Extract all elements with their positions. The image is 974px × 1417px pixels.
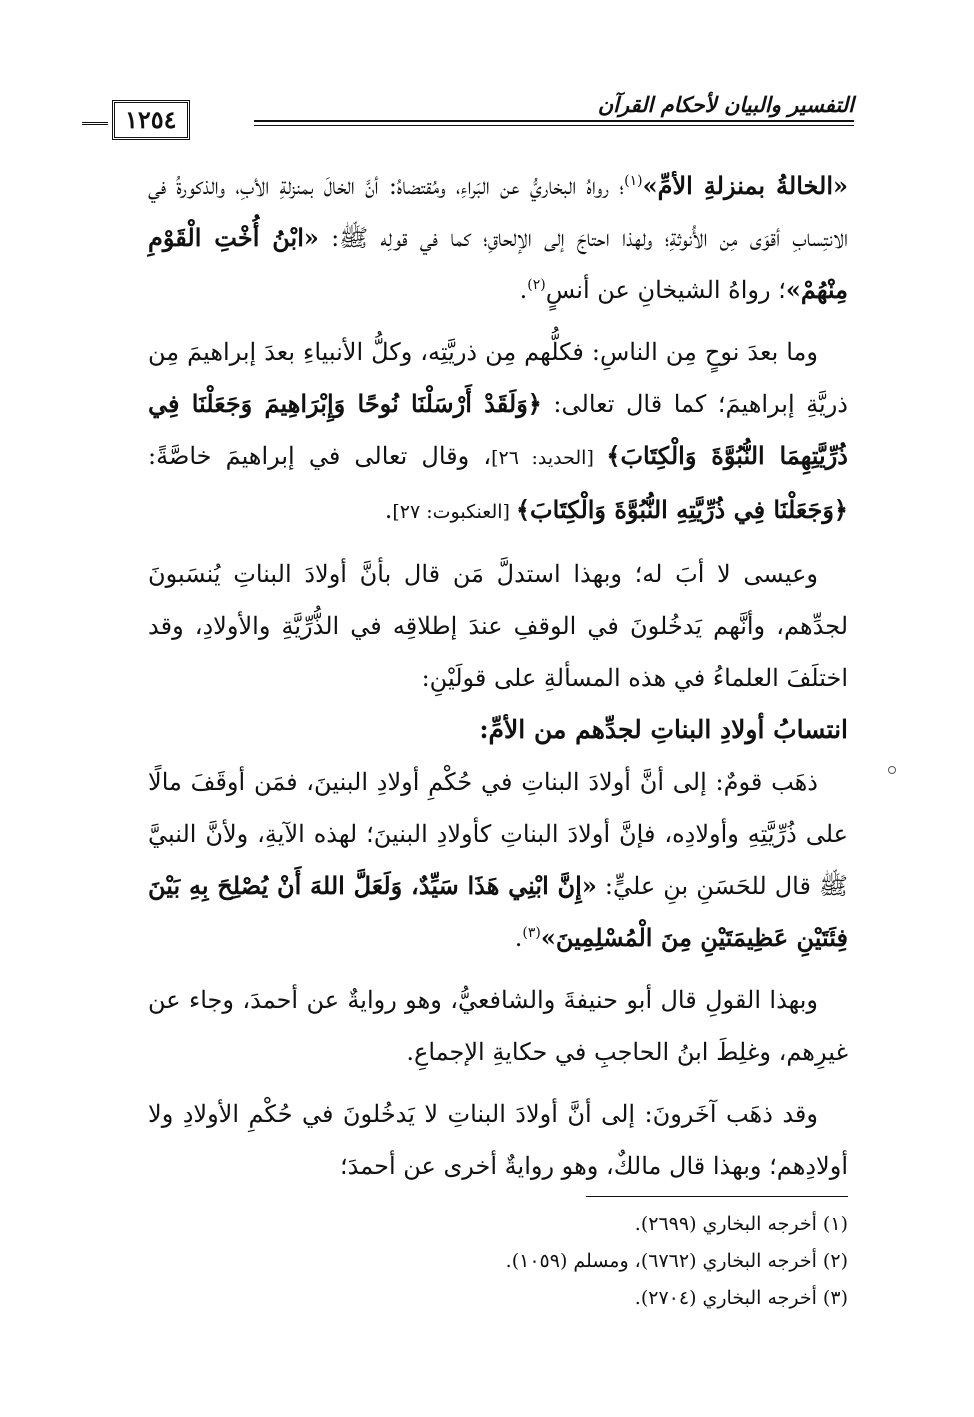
section-title: انتسابُ أولادِ البناتِ لجدِّهم من الأمِّ:: [479, 715, 848, 744]
paragraph-text: .: [519, 276, 528, 304]
header-rule-left: [82, 122, 108, 125]
footnote-ref-2: (٢): [527, 277, 546, 293]
scan-mark: [888, 766, 896, 774]
verse-reference: [العنكبوت: ٢٧]: [392, 501, 516, 523]
running-title: التفسير والبيان لأحكام القرآن: [597, 92, 854, 117]
footnote-ref-1: (١): [624, 173, 643, 189]
paragraph-5: وبهذا القولِ قال أبو حنيفةَ والشافعيُّ، وهو روايةٌ عن أحمدَ، وجاء عن غيرِهم، وغلِطَ ابنُ الحاجبِ في حكايةِ الإجماعِ.: [148, 986, 848, 1066]
paragraph-6: وقد ذهَب آخَرونَ: إلى أنَّ أولادَ البناتِ لا يَدخُلونَ في حُكْمِ الأولادِ ولا أولادِهم؛ وبهذا قال مالكٌ، وهو روايةٌ أخرى عن أحمدَ؛: [148, 1100, 848, 1180]
verse-reference: [الحديد: ٢٦]: [491, 447, 607, 469]
footnote-separator: [586, 1196, 848, 1197]
paragraph-1: [148, 160, 848, 316]
main-text: [148, 160, 848, 1192]
paragraph-text: .: [384, 496, 393, 524]
hadith-quote: «ابْنُ أُخْتِ الْقَوْمِ مِنْهُمْ»: [148, 223, 848, 304]
page-number: ١٢٥٤: [112, 100, 190, 140]
quran-verse: ﴿وَجَعَلْنَا فِي ذُرِّيَّتِهِ النُّبُوَّةَ وَالْكِتَابَ﴾: [515, 495, 848, 524]
paragraph-text: ؛ رواهُ البخاريُّ عن البَراءِ، ومُقتضاهُ: أنَّ الخالَ بمنزلةِ الأبِ، والذكورةُ في الانتِسابِ أقوَى مِن الأُنوثةِ؛ ولهذا احتاجَ إلى الإلحاقِ؛ كما في قولِه ﷺ:: [148, 172, 849, 252]
hadith-quote: «إِنَّ ابْنِي هَذَا سَيِّدٌ، وَلَعَلَّ اللهَ أَنْ يُصْلِحَ بِهِ بَيْنَ فِئَتَيْنِ عَظِيمَتَيْنِ مِنَ الْمُسْلِمِينَ»: [148, 871, 848, 952]
footnotes: [148, 1206, 848, 1317]
page-header: [112, 92, 854, 152]
paragraph-text: ، وقال تعالى في إبراهيمَ خاصَّةً:: [148, 442, 492, 470]
paragraph-text: وما بعدَ نوحٍ مِن الناسِ: فكلُّهم مِن ذريَّتِه، وكلُّ الأنبياءِ بعدَ إبراهيمَ مِن ذريَّةِ إبراهيمَ؛ كما قال تعالى:: [148, 338, 848, 418]
footnote-2: (٢) أخرجه البخاري (٦٧٦٢)، ومسلم (١٠٥٩).: [505, 1250, 848, 1272]
paragraph-text: .: [514, 924, 523, 952]
footnote-ref-3: (٣): [522, 925, 541, 941]
quran-verse: ﴿وَلَقَدْ أَرْسَلْنَا نُوحًا وَإِبْرَاهِيمَ وَجَعَلْنَا فِي ذُرِّيَّتِهِمَا النُّبُوَّةَ وَالْكِتَابَ﴾: [148, 389, 848, 470]
paragraph-text: ذهَب قومٌ: إلى أنَّ أولادَ البناتِ في حُكْمِ أولادِ البنينَ، فمَن أوقَفَ مالًا على ذُرِّيَّتِهِ وأولادِه، فإنَّ أولادَ البناتِ كأولادِ البنينَ؛ لهذه الآيةِ، ولأنَّ النبيَّ ﷺ قال للحَسَنِ بنِ عليٍّ:: [148, 768, 849, 900]
paragraph-text: ؛ رواهُ الشيخانِ عن أنسٍ: [545, 276, 786, 304]
header-rule-thin: [254, 125, 854, 126]
hadith-quote: «الخالةُ بمنزلةِ الأمِّ»: [642, 171, 848, 200]
footnote-3: (٣) أخرجه البخاري (٢٧٠٤).: [634, 1287, 848, 1309]
header-rule: [254, 120, 854, 122]
paragraph-3: وعيسى لا أبَ له؛ وبهذا استدلَّ مَن قال بأنَّ أولادَ البناتِ يُنسَبونَ لجدِّهم، وأنَّهم يَدخُلونَ في الوقفِ عندَ إطلاقِه في الذُّرِّيَّةِ والأولادِ، وقد اختلَفَ العلماءُ في هذه المسألةِ على قولَيْنِ:: [148, 560, 848, 692]
paragraph-4: [148, 756, 848, 964]
footnote-1: (١) أخرجه البخاري (٢٦٩٩).: [634, 1213, 848, 1235]
paragraph-2: [148, 326, 848, 538]
